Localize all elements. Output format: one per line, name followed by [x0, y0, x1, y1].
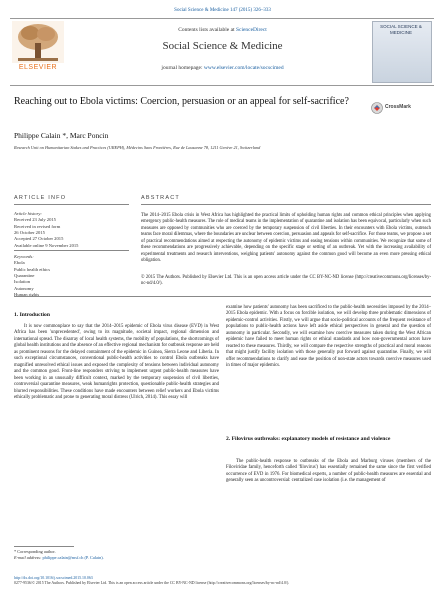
homepage-link[interactable]: www.elsevier.com/locate/socscimed	[203, 65, 284, 71]
history-line: 26 October 2015	[14, 229, 45, 235]
email-label: E-mail address:	[14, 555, 43, 561]
keyword: Public health ethics	[14, 266, 50, 272]
abstract-rule	[141, 204, 431, 205]
email-link[interactable]: philippe.calain@msf.ch (P. Calain).	[42, 555, 104, 561]
article-history	[14, 211, 129, 249]
history-line: Received 23 July 2015	[14, 217, 56, 223]
keyword: Quarantine	[14, 272, 35, 278]
article-footer	[14, 576, 434, 587]
keyword: Autonomy	[14, 285, 34, 291]
keyword: Human rights	[14, 291, 40, 297]
keyword: Ebola	[14, 260, 25, 266]
abstract-text: The 2014–2015 Ebola crisis in West Africa has highlighted the practical limits of upholding human rights and common ethical principles when applying emergency public-health measures. The role of medical teams in the implementation of quarantine and isolation has been equivocal, particularly when such measures are opposed by communities who are coerced by the temporary suspension of civil liberties. In their encounters with Ebola victims, outreach teams face moral dilemmas, where the boundaries are unclear between coercion, persuasion and appeals for self-sacrifice. For those teams, we propose a set of practical recommendations aimed at respecting the autonomy of epidemic victims and easing tensions within communities. We recognize that some of these recommendations are progressively achievable, depending on the specific stage or setting of an outbreak. Yet with the increasing availability of experimental treatments and research interventions, weighing patients' autonomy against the common good will become an even more pressing ethical obligation.	[141, 213, 431, 263]
abstract-bottom-rule	[14, 296, 431, 297]
journal-title: Social Science & Medicine	[162, 40, 283, 52]
abstract-copyright[interactable]: © 2015 The Authors. Published by Elsevier Ltd. This is an open access article under the CC BY-NC-ND license (http://creativecommons.org/licenses/by-nc-nd/4.0/).	[141, 275, 431, 287]
doi-link[interactable]: http://dx.doi.org/10.1016/j.socscimed.2015.10.063	[14, 576, 93, 580]
article-info-header: ARTICLE INFO	[14, 195, 67, 201]
keywords	[14, 254, 129, 298]
article-title: Reaching out to Ebola victims: Coercion, persuasion or an appeal for self-sacrifice?	[14, 96, 349, 107]
info-divider	[14, 250, 129, 251]
article-info-rule	[14, 204, 129, 205]
affiliation: Research Unit on Humanitarian Stakes and Practices (UREPH), Médecins Sans Frontières, Rue de Lausanne 78, 1211 Genève 21, Switzerland	[14, 145, 261, 150]
publisher-name: ELSEVIER	[18, 64, 58, 71]
history-line: Received in revised form	[14, 223, 61, 229]
authors: Philippe Calain *, Marc Poncin	[14, 131, 109, 140]
crossmark-label[interactable]: CrossMark	[385, 104, 411, 110]
keyword: Isolation	[14, 279, 31, 285]
keywords-title: Keywords:	[14, 254, 34, 259]
journal-cover-title: SOCIAL SCIENCE & MEDICINE	[380, 24, 422, 35]
homepage-prefix: journal homepage:	[161, 65, 204, 71]
corresponding-author-note: * Corresponding author.	[14, 549, 56, 554]
sciencedirect-link[interactable]: ScienceDirect	[235, 27, 267, 33]
footnote-rule	[14, 546, 74, 547]
history-line: Available online 9 November 2015	[14, 242, 79, 248]
contents-prefix: Contents lists available at	[178, 27, 236, 33]
history-line: Accepted 27 October 2015	[14, 236, 64, 242]
intro-paragraph-left: It is now commonplace to say that the 2014–2015 epidemic of Ebola virus disease (EVD) in West Africa has been 'unprecedented', owing to its magnitude, societal impact, regional dimension and international spread. The disarray of local health systems, the mobility of populations, the shortcomings of global health institutions and the absence of an effective regional mechanism for outbreak response are held as prominent reasons for the delayed containment of the epidemic in Guinea, Sierra Leone and Liberia. In such exceptional circumstances, conventional public-health activities to control Ebola outbreaks have magnified unresolved ethical issues and exposed the complexity of tensions between individual autonomy and the common good. Front-line responders striving to implement urgent public-health measures have been working in an unusually difficult context, marked by the temporary suspension of civil liberties, controversial quarantine measures, weak humanrights protection, questionable public-health strategies and blurred responsibilities. These conditions have made encounters between relief workers and Ebola victims ethically problematic and prone to generating moral distress (Ulrich, 2014). This essay will	[14, 324, 220, 400]
abstract-header: ABSTRACT	[141, 195, 180, 201]
issn-license: 0277-9536/© 2015 The Authors. Published by Elsevier Ltd. This is an open access article under the CC BY-NC-ND license (http://creativecommons.org/licenses/by-nc-nd/4.0/).	[14, 581, 290, 586]
intro-paragraph-right: examine how patients' autonomy has been sacrificed to the public-health necessities imposed by the 2014–2015 Ebola epidemic. With a focus on forcible isolation, we will develop three problematic dimensions of epidemic-control activities. Firstly, we will argue that socio-political accounts of the frequent resistance of populations to public-health actions have left aside ethical perspectives in general and the question of autonomy in particular. Secondly, we will examine how coercive measures taken during the West African epidemic have failed to meet human rights or ethical standards and how non-governmental actors have reacted to these measures. Thirdly, we will compare the respective strengths of practical and moral reasons that might justify facility isolation with those generally put forward against quarantine. Finally, we will offer recommendations to clarify and ease the position of non-state actors towards coercive measures used in times of major epidemics.	[226, 305, 431, 369]
journal-reference[interactable]: Social Science & Medicine 147 (2015) 326–333	[174, 8, 271, 13]
section-heading-filovirus: 2. Filovirus outbreaks: explanatory models of resistance and violence	[226, 436, 391, 442]
crossmark-icon[interactable]	[371, 102, 383, 114]
filovirus-paragraph: The public-health response to outbreaks of the Ebola and Marburg viruses (members of the Filoviridae family, henceforth called 'filovirus') has essentially remained the same since the first verified occurrence of EVD in 1976. For biomedical experts, a number of public-health measures are essential and generally seen as uncontroversial: centralized case isolation (i.e. the management of	[226, 459, 431, 484]
footnote-block	[14, 549, 219, 561]
history-title: Article history:	[14, 211, 42, 216]
section-heading-introduction: 1. Introduction	[14, 312, 50, 318]
